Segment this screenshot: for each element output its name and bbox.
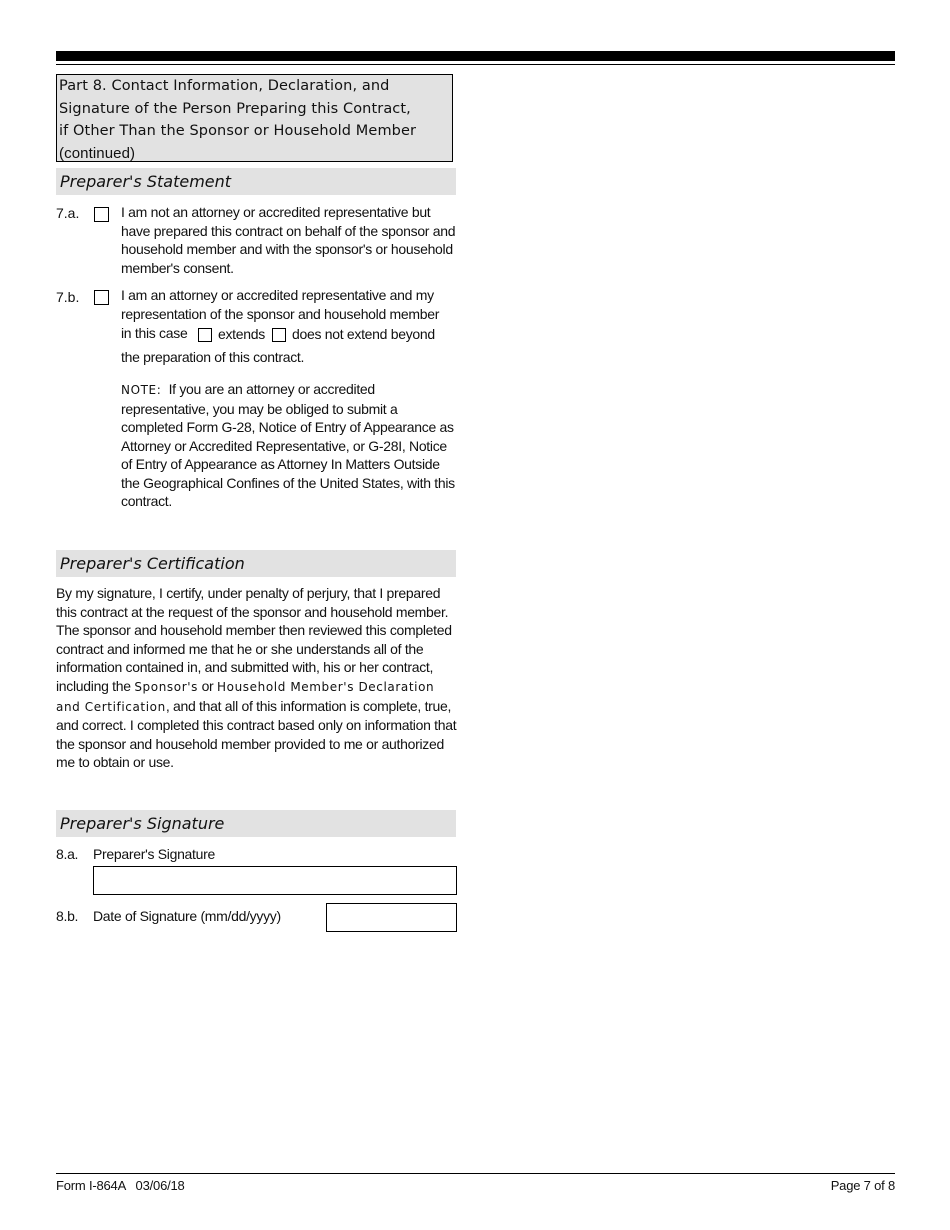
date-of-signature-label: Date of Signature (mm/dd/yyyy) [93, 908, 281, 924]
certification-text-part: By my signature, I certify, under penalty of perjury, that I prepared this contract at the request of the sponsor and household member. The sponsor and household member then reviewed this completed contract and informed me that he or she understands all of the information contained in, and submitted with, his or her contract, including the [56, 585, 452, 694]
footer-rule [56, 1173, 895, 1174]
item-7b-in-case: in this case [121, 325, 188, 341]
sponsor-reference: Sponsor's [134, 679, 198, 694]
part-header-line: Signature of the Person Preparing this Contract, [59, 100, 411, 117]
does-not-extend-label: does not extend beyond [292, 326, 435, 342]
item-7a-number: 7.a. [56, 205, 80, 221]
does-not-extend-checkbox[interactable] [272, 328, 286, 342]
item-8a-number: 8.a. [56, 846, 79, 862]
item-7b-checkbox[interactable] [94, 290, 109, 305]
item-7b-line-1: I am an attorney or accredited representative and my [121, 287, 434, 303]
item-7b-line-4: the preparation of this contract. [121, 349, 305, 365]
certification-text [56, 584, 458, 772]
certification-text-part: , and that all of this information is complete, true, and correct. I completed this contract based only on information that the sponsor and household member provided to me or authorized me to obtain or use. [56, 697, 457, 771]
item-7b-note [121, 380, 459, 511]
declaration-reference: Household Member's Declaration and Certification [56, 679, 435, 714]
preparer-signature-label: Preparer's Signature [93, 846, 215, 862]
preparers-signature-heading: Preparer's Signature [56, 810, 456, 837]
item-7a-text: I am not an attorney or accredited representative but have prepared this contract on behalf of the sponsor and household member and with the sponsor's or household member's consent. [121, 204, 456, 276]
note-text: If you are an attorney or accredited representative, you may be obliged to submit a completed Form G-28, Notice of Entry of Appearance as Attorney or Accredited Representative, or G-28I, Notice of Entry of Appearance as Attorney In Matters Outside the Geographical Confines of the United States, with this contract. [121, 381, 455, 509]
top-border-bar [56, 51, 895, 61]
date-of-signature-field[interactable] [326, 903, 457, 932]
certification-text-or: or [197, 677, 218, 694]
note-label: NOTE: [121, 383, 162, 397]
extends-label: extends [218, 326, 265, 342]
item-8b-number: 8.b. [56, 908, 79, 924]
part-header-line: if Other Than the Sponsor or Household Member [59, 123, 417, 139]
part-header-continued: (continued) [59, 144, 136, 162]
part-header-line: Part 8. Contact Information, Declaration, and [59, 78, 390, 94]
preparers-certification-heading: Preparer's Certification [56, 550, 456, 577]
preparer-signature-field[interactable] [93, 866, 457, 895]
top-border-rule [56, 64, 895, 65]
extends-checkbox[interactable] [198, 328, 212, 342]
item-7a-checkbox[interactable] [94, 207, 109, 222]
page-number: Page 7 of 8 [830, 1178, 895, 1193]
item-7b-number: 7.b. [56, 289, 80, 305]
part-8-header [56, 74, 453, 162]
preparers-statement-heading: Preparer's Statement [56, 168, 456, 195]
item-7b-line-2: representation of the sponsor and household member [121, 306, 440, 322]
form-identifier: Form I-864A 03/06/18 [56, 1178, 185, 1193]
